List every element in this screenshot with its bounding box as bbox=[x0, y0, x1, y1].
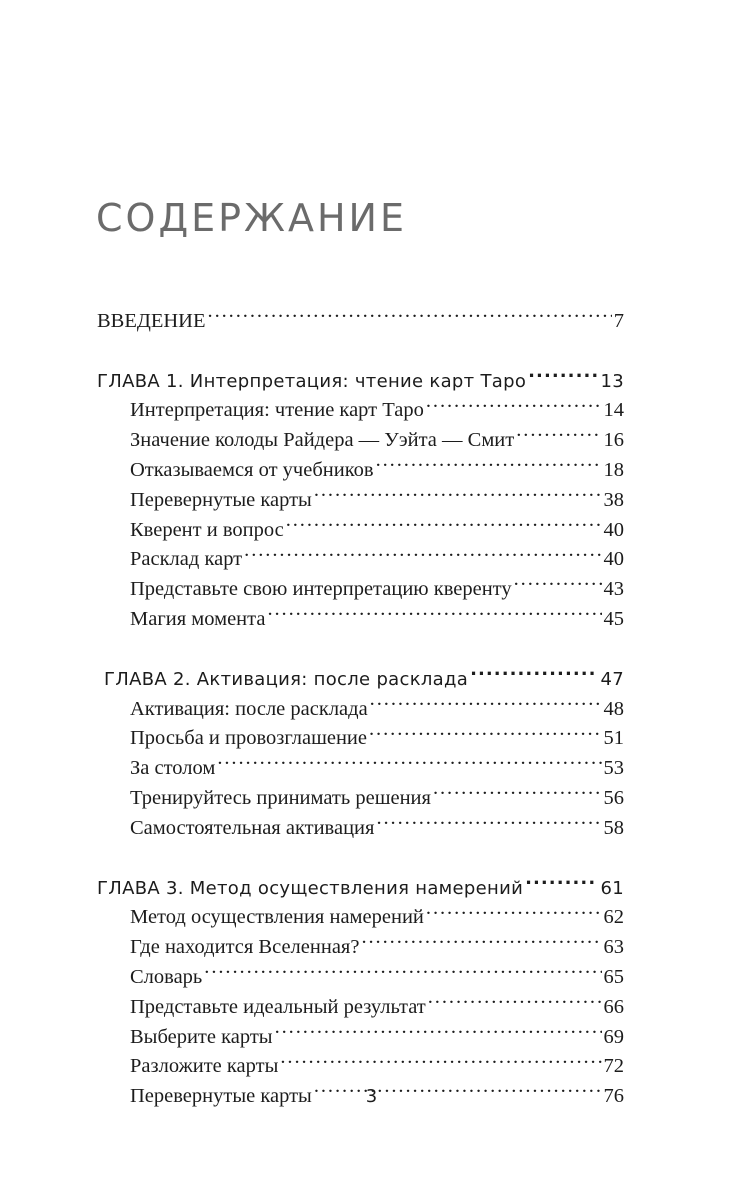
toc-entry-label: Представьте свою интерпретацию кверенту bbox=[130, 578, 512, 601]
toc-page-number: 14 bbox=[603, 399, 624, 422]
toc-chapter-1 bbox=[97, 357, 624, 392]
dot-leader bbox=[244, 536, 601, 566]
toc-entry-label: Тренируйтесь принимать решения bbox=[130, 786, 431, 809]
toc-page-number: 53 bbox=[603, 757, 624, 780]
chapter-label: ГЛАВА 3. Метод осуществления намерений bbox=[97, 877, 524, 899]
chapter-label: ГЛАВА 1. Интерпретация: чтение карт Таро bbox=[97, 370, 527, 392]
toc-entry-intro bbox=[97, 297, 624, 332]
dot-leader bbox=[376, 446, 602, 476]
dot-leader bbox=[528, 357, 598, 387]
dot-leader bbox=[314, 476, 602, 506]
toc-entry-label: Перевернутые карты bbox=[130, 488, 312, 511]
toc-entry-label: Просьба и провозглашение bbox=[130, 727, 367, 750]
toc-page-number: 40 bbox=[603, 548, 624, 571]
chapter-page-number: 47 bbox=[600, 668, 624, 690]
toc-page-number: 65 bbox=[603, 965, 624, 988]
dot-leader bbox=[428, 983, 602, 1013]
toc-page-number: 69 bbox=[603, 1025, 624, 1048]
toc-entry-label: Выберите карты bbox=[130, 1025, 273, 1048]
toc-entry-label: Интерпретация: чтение карт Таро bbox=[130, 399, 424, 422]
toc-entry-label: Значение колоды Райдера — Уэйта — Смит bbox=[130, 429, 515, 452]
dot-leader bbox=[433, 774, 602, 804]
dot-leader bbox=[280, 1043, 601, 1073]
dot-leader bbox=[376, 804, 601, 834]
toc-entry-label: Магия момента bbox=[130, 607, 266, 630]
toc-entry-label: Разложите карты bbox=[130, 1055, 279, 1078]
toc-entry-label: За столом bbox=[130, 757, 216, 780]
chapter-page-number: 13 bbox=[600, 370, 624, 392]
toc-entry-label: Расклад карт bbox=[130, 548, 243, 571]
toc-entry-label: Представьте идеальный результат bbox=[130, 995, 426, 1018]
toc-entry-label: Самостоятельная активация bbox=[130, 816, 375, 839]
toc-page-number: 43 bbox=[603, 578, 624, 601]
dot-leader bbox=[369, 715, 602, 745]
table-of-contents bbox=[97, 297, 624, 1108]
toc-entry-label: Отказываемся от учебников bbox=[130, 458, 374, 481]
dot-leader bbox=[514, 565, 602, 595]
toc-page-number: 72 bbox=[603, 1055, 624, 1078]
toc-entry-label: Активация: после расклада bbox=[130, 697, 368, 720]
dot-leader bbox=[426, 387, 602, 417]
toc-page-number: 48 bbox=[603, 697, 624, 720]
dot-leader bbox=[275, 1013, 602, 1043]
dot-leader bbox=[217, 744, 601, 774]
dot-leader bbox=[208, 297, 612, 327]
toc-page-number: 56 bbox=[603, 786, 624, 809]
dot-leader bbox=[426, 894, 602, 924]
toc-chapter-3 bbox=[97, 864, 624, 899]
toc-page-number: 62 bbox=[603, 906, 624, 929]
toc-page-number: 38 bbox=[603, 488, 624, 511]
dot-leader bbox=[286, 506, 602, 536]
chapter-page-number: 61 bbox=[600, 877, 624, 899]
toc-page-number: 76 bbox=[603, 1085, 624, 1108]
dot-leader bbox=[361, 923, 601, 953]
toc-chapter-2 bbox=[97, 655, 624, 690]
toc-page-number: 51 bbox=[603, 727, 624, 750]
toc-page-number: 40 bbox=[603, 518, 624, 541]
toc-entry-label: ВВЕДЕНИЕ bbox=[97, 309, 206, 332]
dot-leader bbox=[516, 416, 601, 446]
toc-entry-label: Словарь bbox=[130, 965, 203, 988]
page-title: СОДЕРЖАНИЕ bbox=[96, 196, 407, 240]
toc-page-number: 45 bbox=[603, 607, 624, 630]
toc-entry-label: Кверент и вопрос bbox=[130, 518, 284, 541]
toc-page-number: 58 bbox=[603, 816, 624, 839]
chapter-label: ГЛАВА 2. Активация: после расклада bbox=[104, 668, 469, 690]
toc-page-number: 63 bbox=[603, 936, 624, 959]
toc-page-number: 16 bbox=[603, 429, 624, 452]
toc-page-number: 7 bbox=[613, 309, 624, 332]
toc-entry-label: Перевернутые карты bbox=[130, 1085, 312, 1108]
dot-leader bbox=[370, 685, 602, 715]
toc-entry-label: Где находится Вселенная? bbox=[130, 936, 360, 959]
dot-leader bbox=[204, 953, 601, 983]
toc-page-number: 66 bbox=[603, 995, 624, 1018]
page-number-footer: 3 bbox=[365, 1086, 378, 1107]
dot-leader bbox=[525, 864, 598, 894]
toc-page-number: 18 bbox=[603, 458, 624, 481]
dot-leader bbox=[470, 655, 598, 685]
dot-leader bbox=[267, 595, 601, 625]
toc-entry-label: Метод осуществления намерений bbox=[130, 906, 424, 929]
